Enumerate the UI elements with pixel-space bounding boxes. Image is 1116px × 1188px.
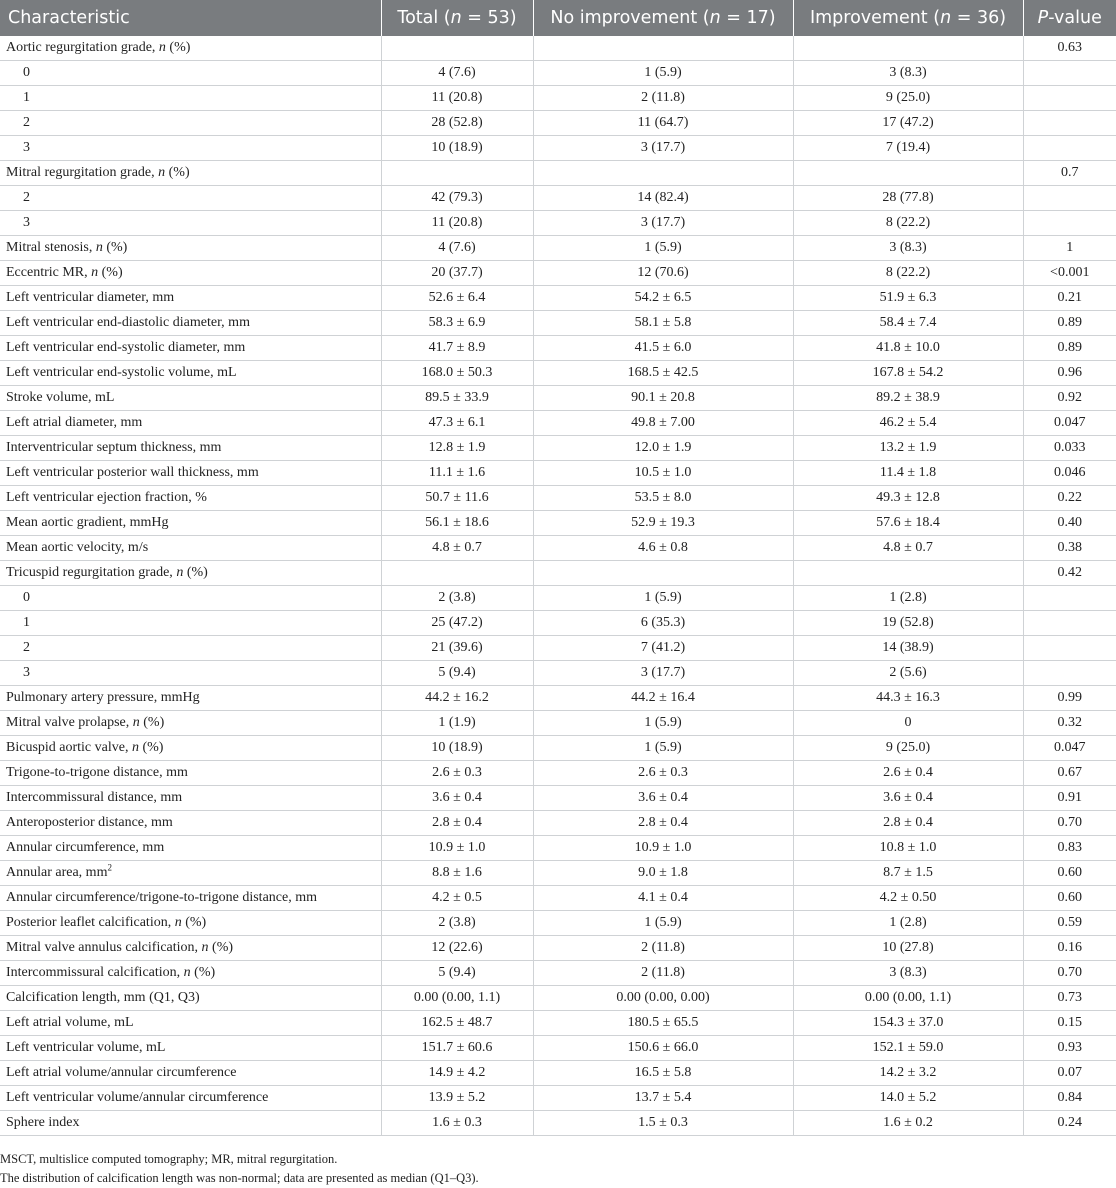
cell-improvement: 1.6 ± 0.2 xyxy=(793,1111,1023,1136)
cell-no-improvement: 14 (82.4) xyxy=(533,186,793,211)
cell-characteristic: Left ventricular volume, mL xyxy=(0,1036,381,1061)
table-row xyxy=(0,186,1116,211)
cell-pvalue: 0.93 xyxy=(1023,1036,1116,1061)
cell-characteristic: 1 xyxy=(0,611,381,636)
cell-total: 4 (7.6) xyxy=(381,236,533,261)
cell-improvement: 7 (19.4) xyxy=(793,136,1023,161)
table-row xyxy=(0,911,1116,936)
cell-pvalue: 0.84 xyxy=(1023,1086,1116,1111)
cell-improvement: 1 (2.8) xyxy=(793,911,1023,936)
cell-pvalue: 0.92 xyxy=(1023,386,1116,411)
cell-total: 5 (9.4) xyxy=(381,661,533,686)
table-row xyxy=(0,61,1116,86)
cell-total: 52.6 ± 6.4 xyxy=(381,286,533,311)
cell-improvement: 167.8 ± 54.2 xyxy=(793,361,1023,386)
cell-characteristic: Aortic regurgitation grade, n (%) xyxy=(0,36,381,61)
table-row xyxy=(0,1061,1116,1086)
footnote-distribution: The distribution of calcification length was non-normal; data are presented as median (Q1–Q3). xyxy=(0,1171,479,1185)
cell-total: 4.8 ± 0.7 xyxy=(381,536,533,561)
cell-no-improvement: 2.8 ± 0.4 xyxy=(533,811,793,836)
cell-characteristic: Left ventricular volume/annular circumference xyxy=(0,1086,381,1111)
cell-improvement: 4.8 ± 0.7 xyxy=(793,536,1023,561)
cell-characteristic: 0 xyxy=(0,61,381,86)
cell-characteristic: 2 xyxy=(0,186,381,211)
cell-no-improvement: 49.8 ± 7.00 xyxy=(533,411,793,436)
cell-total: 13.9 ± 5.2 xyxy=(381,1086,533,1111)
cell-improvement: 10 (27.8) xyxy=(793,936,1023,961)
cell-pvalue: 0.70 xyxy=(1023,961,1116,986)
table-row xyxy=(0,636,1116,661)
table-row xyxy=(0,936,1116,961)
cell-improvement: 152.1 ± 59.0 xyxy=(793,1036,1023,1061)
cell-characteristic: Stroke volume, mL xyxy=(0,386,381,411)
cell-pvalue: 0.89 xyxy=(1023,336,1116,361)
cell-no-improvement: 1 (5.9) xyxy=(533,61,793,86)
table-row xyxy=(0,236,1116,261)
cell-total xyxy=(381,161,533,186)
cell-pvalue: 0.63 xyxy=(1023,36,1116,61)
cell-pvalue xyxy=(1023,111,1116,136)
cell-total: 10.9 ± 1.0 xyxy=(381,836,533,861)
cell-total: 8.8 ± 1.6 xyxy=(381,861,533,886)
cell-pvalue: 0.046 xyxy=(1023,461,1116,486)
cell-pvalue xyxy=(1023,136,1116,161)
cell-total: 11 (20.8) xyxy=(381,86,533,111)
header-total: Total (n = 53) xyxy=(381,0,533,36)
cell-no-improvement: 1 (5.9) xyxy=(533,736,793,761)
cell-pvalue: 0.96 xyxy=(1023,361,1116,386)
cell-no-improvement: 10.9 ± 1.0 xyxy=(533,836,793,861)
cell-improvement: 8 (22.2) xyxy=(793,261,1023,286)
table-row xyxy=(0,886,1116,911)
cell-characteristic: Trigone-to-trigone distance, mm xyxy=(0,761,381,786)
cell-total: 2 (3.8) xyxy=(381,911,533,936)
cell-characteristic: Annular circumference/trigone-to-trigone distance, mm xyxy=(0,886,381,911)
cell-pvalue xyxy=(1023,661,1116,686)
cell-total: 12 (22.6) xyxy=(381,936,533,961)
cell-improvement: 28 (77.8) xyxy=(793,186,1023,211)
table-row xyxy=(0,361,1116,386)
cell-improvement: 49.3 ± 12.8 xyxy=(793,486,1023,511)
cell-pvalue: 0.38 xyxy=(1023,536,1116,561)
cell-total: 42 (79.3) xyxy=(381,186,533,211)
cell-characteristic: Left ventricular end-systolic volume, mL xyxy=(0,361,381,386)
cell-pvalue: 0.70 xyxy=(1023,811,1116,836)
cell-no-improvement: 9.0 ± 1.8 xyxy=(533,861,793,886)
cell-pvalue: 0.73 xyxy=(1023,986,1116,1011)
table-row xyxy=(0,686,1116,711)
cell-pvalue xyxy=(1023,211,1116,236)
cell-no-improvement: 3 (17.7) xyxy=(533,136,793,161)
cell-improvement: 58.4 ± 7.4 xyxy=(793,311,1023,336)
table-row xyxy=(0,586,1116,611)
cell-no-improvement: 4.6 ± 0.8 xyxy=(533,536,793,561)
cell-no-improvement: 16.5 ± 5.8 xyxy=(533,1061,793,1086)
cell-characteristic: Mitral regurgitation grade, n (%) xyxy=(0,161,381,186)
cell-pvalue xyxy=(1023,636,1116,661)
cell-no-improvement: 168.5 ± 42.5 xyxy=(533,361,793,386)
cell-improvement: 14.2 ± 3.2 xyxy=(793,1061,1023,1086)
table-row xyxy=(0,1011,1116,1036)
cell-total: 10 (18.9) xyxy=(381,136,533,161)
table-row xyxy=(0,86,1116,111)
cell-improvement: 14 (38.9) xyxy=(793,636,1023,661)
cell-improvement: 3 (8.3) xyxy=(793,61,1023,86)
cell-no-improvement: 7 (41.2) xyxy=(533,636,793,661)
cell-no-improvement: 6 (35.3) xyxy=(533,611,793,636)
table-row xyxy=(0,536,1116,561)
cell-total: 50.7 ± 11.6 xyxy=(381,486,533,511)
cell-no-improvement: 90.1 ± 20.8 xyxy=(533,386,793,411)
cell-pvalue: 0.24 xyxy=(1023,1111,1116,1136)
table-row xyxy=(0,486,1116,511)
table-row xyxy=(0,661,1116,686)
cell-characteristic: Left ventricular end-diastolic diameter, mm xyxy=(0,311,381,336)
cell-characteristic: 2 xyxy=(0,111,381,136)
cell-improvement xyxy=(793,561,1023,586)
cell-no-improvement xyxy=(533,561,793,586)
cell-improvement: 44.3 ± 16.3 xyxy=(793,686,1023,711)
cell-characteristic: Annular area, $mm^2$ xyxy=(0,861,381,886)
cell-no-improvement: 54.2 ± 6.5 xyxy=(533,286,793,311)
cell-improvement: 17 (47.2) xyxy=(793,111,1023,136)
cell-characteristic: Intercommissural distance, mm xyxy=(0,786,381,811)
cell-characteristic: Calcification length, mm (Q1, Q3) xyxy=(0,986,381,1011)
cell-total xyxy=(381,561,533,586)
cell-characteristic: Sphere index xyxy=(0,1111,381,1136)
cell-no-improvement: 2 (11.8) xyxy=(533,961,793,986)
cell-improvement: 0.00 (0.00, 1.1) xyxy=(793,986,1023,1011)
cell-improvement: 1 (2.8) xyxy=(793,586,1023,611)
cell-pvalue: 0.21 xyxy=(1023,286,1116,311)
cell-no-improvement xyxy=(533,36,793,61)
cell-improvement xyxy=(793,161,1023,186)
cell-pvalue xyxy=(1023,586,1116,611)
cell-improvement: 2 (5.6) xyxy=(793,661,1023,686)
cell-no-improvement: 0.00 (0.00, 0.00) xyxy=(533,986,793,1011)
table-row xyxy=(0,211,1116,236)
cell-pvalue: 0.83 xyxy=(1023,836,1116,861)
cell-total: 21 (39.6) xyxy=(381,636,533,661)
cell-characteristic: Pulmonary artery pressure, mmHg xyxy=(0,686,381,711)
table-row xyxy=(0,286,1116,311)
cell-no-improvement: 58.1 ± 5.8 xyxy=(533,311,793,336)
table-row xyxy=(0,436,1116,461)
cell-characteristic: Mean aortic gradient, mmHg xyxy=(0,511,381,536)
cell-characteristic: Bicuspid aortic valve, n (%) xyxy=(0,736,381,761)
cell-no-improvement: 4.1 ± 0.4 xyxy=(533,886,793,911)
cell-no-improvement xyxy=(533,161,793,186)
cell-characteristic: 2 xyxy=(0,636,381,661)
cell-no-improvement: 1 (5.9) xyxy=(533,711,793,736)
header-row xyxy=(0,0,1116,36)
cell-characteristic: 3 xyxy=(0,661,381,686)
cell-no-improvement: 41.5 ± 6.0 xyxy=(533,336,793,361)
cell-no-improvement: 12 (70.6) xyxy=(533,261,793,286)
cell-total: 162.5 ± 48.7 xyxy=(381,1011,533,1036)
cell-improvement: 57.6 ± 18.4 xyxy=(793,511,1023,536)
cell-characteristic: Left atrial diameter, mm xyxy=(0,411,381,436)
table-row xyxy=(0,961,1116,986)
cell-improvement: 41.8 ± 10.0 xyxy=(793,336,1023,361)
table-row xyxy=(0,836,1116,861)
cell-improvement: 9 (25.0) xyxy=(793,86,1023,111)
cell-total: 28 (52.8) xyxy=(381,111,533,136)
cell-characteristic: 3 xyxy=(0,136,381,161)
cell-characteristic: Anteroposterior distance, mm xyxy=(0,811,381,836)
cell-improvement: 2.8 ± 0.4 xyxy=(793,811,1023,836)
cell-total: 56.1 ± 18.6 xyxy=(381,511,533,536)
cell-pvalue: 0.42 xyxy=(1023,561,1116,586)
table-row xyxy=(0,786,1116,811)
cell-total: 47.3 ± 6.1 xyxy=(381,411,533,436)
cell-characteristic: Mean aortic velocity, m/s xyxy=(0,536,381,561)
cell-improvement: 2.6 ± 0.4 xyxy=(793,761,1023,786)
cell-improvement: 3 (8.3) xyxy=(793,961,1023,986)
cell-characteristic: Left atrial volume, mL xyxy=(0,1011,381,1036)
table-row xyxy=(0,1036,1116,1061)
cell-total: 1.6 ± 0.3 xyxy=(381,1111,533,1136)
cell-no-improvement: 1 (5.9) xyxy=(533,586,793,611)
header-improvement: Improvement (n = 36) xyxy=(793,0,1023,36)
cell-pvalue: 0.60 xyxy=(1023,861,1116,886)
cell-characteristic: Annular circumference, mm xyxy=(0,836,381,861)
table-row xyxy=(0,561,1116,586)
cell-pvalue: 0.033 xyxy=(1023,436,1116,461)
cell-improvement: 3 (8.3) xyxy=(793,236,1023,261)
cell-improvement: 46.2 ± 5.4 xyxy=(793,411,1023,436)
cell-total: 58.3 ± 6.9 xyxy=(381,311,533,336)
cell-total: 12.8 ± 1.9 xyxy=(381,436,533,461)
cell-pvalue: 0.40 xyxy=(1023,511,1116,536)
cell-pvalue: 0.89 xyxy=(1023,311,1116,336)
cell-no-improvement: 3 (17.7) xyxy=(533,211,793,236)
cell-pvalue xyxy=(1023,61,1116,86)
cell-characteristic: Tricuspid regurgitation grade, n (%) xyxy=(0,561,381,586)
cell-no-improvement: 52.9 ± 19.3 xyxy=(533,511,793,536)
cell-total: 151.7 ± 60.6 xyxy=(381,1036,533,1061)
table-row xyxy=(0,1086,1116,1111)
cell-characteristic: Mitral stenosis, n (%) xyxy=(0,236,381,261)
cell-pvalue: 0.047 xyxy=(1023,736,1116,761)
cell-no-improvement: 2 (11.8) xyxy=(533,86,793,111)
table-row xyxy=(0,736,1116,761)
cell-characteristic: 1 xyxy=(0,86,381,111)
table-row xyxy=(0,611,1116,636)
cell-improvement: 13.2 ± 1.9 xyxy=(793,436,1023,461)
cell-improvement: 9 (25.0) xyxy=(793,736,1023,761)
cell-no-improvement: 2.6 ± 0.3 xyxy=(533,761,793,786)
cell-total: 2.6 ± 0.3 xyxy=(381,761,533,786)
cell-total: 2.8 ± 0.4 xyxy=(381,811,533,836)
cell-pvalue: <0.001 xyxy=(1023,261,1116,286)
cell-characteristic: Left ventricular posterior wall thickness, mm xyxy=(0,461,381,486)
cell-pvalue: 0.91 xyxy=(1023,786,1116,811)
table-row xyxy=(0,386,1116,411)
cell-characteristic: Left ventricular diameter, mm xyxy=(0,286,381,311)
cell-pvalue: 0.22 xyxy=(1023,486,1116,511)
cell-improvement xyxy=(793,36,1023,61)
cell-improvement: 8 (22.2) xyxy=(793,211,1023,236)
cell-characteristic: Interventricular septum thickness, mm xyxy=(0,436,381,461)
table-row xyxy=(0,111,1116,136)
cell-characteristic: Intercommissural calcification, n (%) xyxy=(0,961,381,986)
cell-pvalue: 0.67 xyxy=(1023,761,1116,786)
table-row xyxy=(0,986,1116,1011)
cell-improvement: 0 xyxy=(793,711,1023,736)
cell-total: 25 (47.2) xyxy=(381,611,533,636)
cell-no-improvement: 180.5 ± 65.5 xyxy=(533,1011,793,1036)
cell-total: 11 (20.8) xyxy=(381,211,533,236)
cell-total xyxy=(381,36,533,61)
header-pvalue: P-value xyxy=(1023,0,1116,36)
cell-characteristic: Eccentric MR, n (%) xyxy=(0,261,381,286)
table-row xyxy=(0,261,1116,286)
table-row xyxy=(0,461,1116,486)
header-no-improvement: No improvement (n = 17) xyxy=(533,0,793,36)
cell-no-improvement: 3 (17.7) xyxy=(533,661,793,686)
cell-pvalue: 0.15 xyxy=(1023,1011,1116,1036)
cell-no-improvement: 10.5 ± 1.0 xyxy=(533,461,793,486)
table-row xyxy=(0,136,1116,161)
footnotes xyxy=(0,1136,1116,1188)
table-body xyxy=(0,36,1116,1136)
cell-total: 4.2 ± 0.5 xyxy=(381,886,533,911)
cell-characteristic: 0 xyxy=(0,586,381,611)
table-row xyxy=(0,811,1116,836)
cell-total: 2 (3.8) xyxy=(381,586,533,611)
table-row xyxy=(0,311,1116,336)
cell-no-improvement: 2 (11.8) xyxy=(533,936,793,961)
table-row xyxy=(0,511,1116,536)
cell-improvement: 14.0 ± 5.2 xyxy=(793,1086,1023,1111)
cell-improvement: 19 (52.8) xyxy=(793,611,1023,636)
cell-improvement: 4.2 ± 0.50 xyxy=(793,886,1023,911)
cell-pvalue: 0.7 xyxy=(1023,161,1116,186)
cell-characteristic: Left atrial volume/annular circumference xyxy=(0,1061,381,1086)
cell-pvalue: 0.32 xyxy=(1023,711,1116,736)
cell-total: 11.1 ± 1.6 xyxy=(381,461,533,486)
cell-improvement: 51.9 ± 6.3 xyxy=(793,286,1023,311)
cell-total: 20 (37.7) xyxy=(381,261,533,286)
table-row xyxy=(0,336,1116,361)
cell-improvement: 10.8 ± 1.0 xyxy=(793,836,1023,861)
cell-pvalue: 0.047 xyxy=(1023,411,1116,436)
cell-pvalue xyxy=(1023,86,1116,111)
cell-improvement: 8.7 ± 1.5 xyxy=(793,861,1023,886)
header-characteristic: Characteristic xyxy=(0,0,381,36)
cell-total: 14.9 ± 4.2 xyxy=(381,1061,533,1086)
footnote-abbreviations: MSCT, multislice computed tomography; MR, mitral regurgitation. xyxy=(0,1152,338,1166)
cell-no-improvement: 150.6 ± 66.0 xyxy=(533,1036,793,1061)
cell-total: 41.7 ± 8.9 xyxy=(381,336,533,361)
cell-total: 3.6 ± 0.4 xyxy=(381,786,533,811)
cell-no-improvement: 3.6 ± 0.4 xyxy=(533,786,793,811)
cell-improvement: 154.3 ± 37.0 xyxy=(793,1011,1023,1036)
cell-no-improvement: 11 (64.7) xyxy=(533,111,793,136)
cell-pvalue: 1 xyxy=(1023,236,1116,261)
cell-characteristic: Left ventricular end-systolic diameter, mm xyxy=(0,336,381,361)
cell-pvalue xyxy=(1023,186,1116,211)
cell-pvalue: 0.59 xyxy=(1023,911,1116,936)
cell-no-improvement: 44.2 ± 16.4 xyxy=(533,686,793,711)
cell-no-improvement: 1 (5.9) xyxy=(533,911,793,936)
cell-no-improvement: 12.0 ± 1.9 xyxy=(533,436,793,461)
table-row xyxy=(0,711,1116,736)
cell-total: 1 (1.9) xyxy=(381,711,533,736)
cell-pvalue xyxy=(1023,611,1116,636)
cell-improvement: 3.6 ± 0.4 xyxy=(793,786,1023,811)
cell-total: 10 (18.9) xyxy=(381,736,533,761)
cell-pvalue: 0.16 xyxy=(1023,936,1116,961)
cell-no-improvement: 1 (5.9) xyxy=(533,236,793,261)
table-row xyxy=(0,161,1116,186)
cell-total: 168.0 ± 50.3 xyxy=(381,361,533,386)
cell-no-improvement: 1.5 ± 0.3 xyxy=(533,1111,793,1136)
cell-total: 44.2 ± 16.2 xyxy=(381,686,533,711)
cell-characteristic: Mitral valve annulus calcification, n (%) xyxy=(0,936,381,961)
table-row xyxy=(0,411,1116,436)
cell-characteristic: Posterior leaflet calcification, n (%) xyxy=(0,911,381,936)
table-row xyxy=(0,36,1116,61)
cell-characteristic: Mitral valve prolapse, n (%) xyxy=(0,711,381,736)
cell-improvement: 89.2 ± 38.9 xyxy=(793,386,1023,411)
table-row xyxy=(0,861,1116,886)
cell-no-improvement: 53.5 ± 8.0 xyxy=(533,486,793,511)
cell-pvalue: 0.07 xyxy=(1023,1061,1116,1086)
table-row xyxy=(0,1111,1116,1136)
cell-total: 5 (9.4) xyxy=(381,961,533,986)
cell-characteristic: Left ventricular ejection fraction, % xyxy=(0,486,381,511)
cell-total: 89.5 ± 33.9 xyxy=(381,386,533,411)
cell-total: 0.00 (0.00, 1.1) xyxy=(381,986,533,1011)
cell-no-improvement: 13.7 ± 5.4 xyxy=(533,1086,793,1111)
cell-improvement: 11.4 ± 1.8 xyxy=(793,461,1023,486)
cell-pvalue: 0.99 xyxy=(1023,686,1116,711)
cell-total: 4 (7.6) xyxy=(381,61,533,86)
cell-pvalue: 0.60 xyxy=(1023,886,1116,911)
table-row xyxy=(0,761,1116,786)
cell-characteristic: 3 xyxy=(0,211,381,236)
